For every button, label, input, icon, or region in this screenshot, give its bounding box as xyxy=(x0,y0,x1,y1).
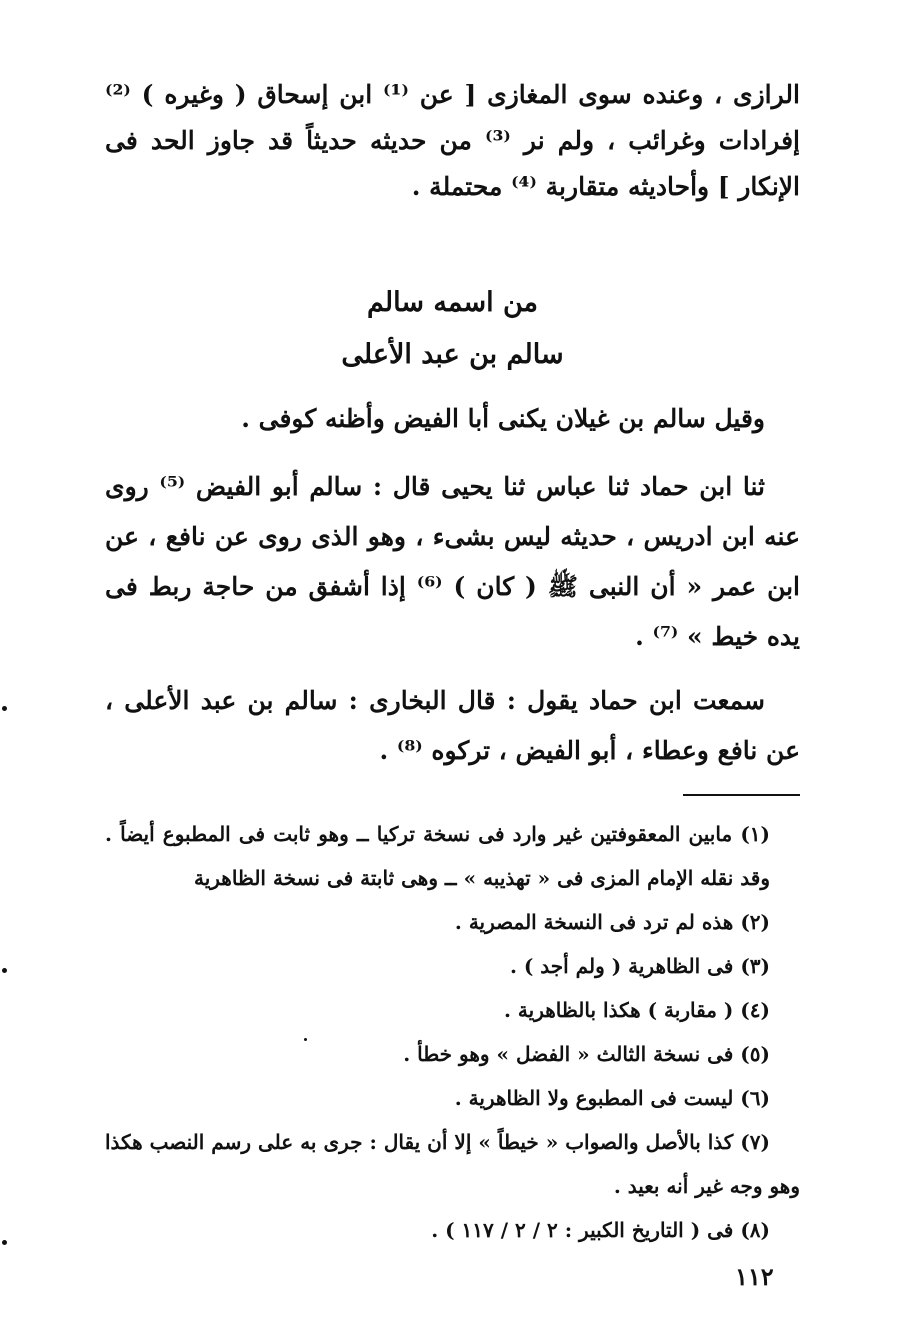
scan-speck xyxy=(2,968,7,973)
footnote-7: (٧) كذا بالأصل والصواب « خيطاً » إلا أن يقال : جرى به على رسم النصب هكذا وهو وجه غير أنه بعيد . xyxy=(105,1130,800,1198)
scan-speck xyxy=(304,1038,307,1041)
footnote-4: (٤) ( مقاربة ) هكذا بالظاهرية . xyxy=(504,998,770,1022)
bukhari-paragraph: سمعت ابن حماد يقول : قال البخارى : سالم بن عبد الأعلى ، عن نافع وعطاء ، أبو الفيض ، تركوه ⁽⁸⁾ . xyxy=(105,686,800,765)
footnote-2: (٢) هذه لم ترد فى النسخة المصرية . xyxy=(454,910,770,934)
footnote-1: (١) مابين المعقوفتين غير وارد فى نسخة تركيا ــ وهو ثابت فى المطبوع أيضاً . وقد نقله الإمام المزى فى « تهذيبه » ــ وهى ثابتة فى نسخة الظاهرية xyxy=(105,822,770,890)
scan-speck xyxy=(2,706,7,711)
footnote-3: (٣) فى الظاهرية ( ولم أجد ) . xyxy=(509,954,770,978)
page-number: ١١٢ xyxy=(735,1262,774,1291)
footnote-6: (٦) ليست فى المطبوع ولا الظاهرية . xyxy=(454,1086,770,1110)
footnotes xyxy=(105,812,800,1252)
footnote-separator xyxy=(683,794,800,796)
footnote-8: (٨) فى ( التاريخ الكبير : ٢ / ٢ / ١١٧ ) . xyxy=(431,1218,770,1242)
alternate-name-line: وقيل سالم بن غيلان يكنى أبا الفيض وأظنه كوفى . xyxy=(241,404,765,433)
continuation-paragraph: الرازى ، وعنده سوى المغازى [ عن ⁽¹⁾ ابن إسحاق ( وغيره ) ⁽²⁾ إفرادات وغرائب ، ولم نر ⁽³⁾ من حديثه حديثاً قد جاوز الحد فى الإنكار ] وأحاديثه متقاربة ⁽⁴⁾ محتملة . xyxy=(105,80,800,201)
scan-speck xyxy=(2,1240,7,1245)
footnote-5: (٥) فى نسخة الثالث « الفضل » وهو خطأ . xyxy=(403,1042,770,1066)
section-heading: من اسمه سالم xyxy=(366,287,539,318)
hadith-paragraph: ثنا ابن حماد ثنا عباس ثنا يحيى قال : سالم أبو الفيض ⁽⁵⁾ روى عنه ابن ادريس ، حديثه ليس بشىء ، وهو الذى روى عن نافع ، عن ابن عمر « أن النبى ﷺ ( كان ) ⁽⁶⁾ إذا أشفق من حاجة ربط فى يده خيط » ⁽⁷⁾ . xyxy=(105,472,800,651)
entry-heading: سالم بن عبد الأعلى xyxy=(341,339,564,370)
